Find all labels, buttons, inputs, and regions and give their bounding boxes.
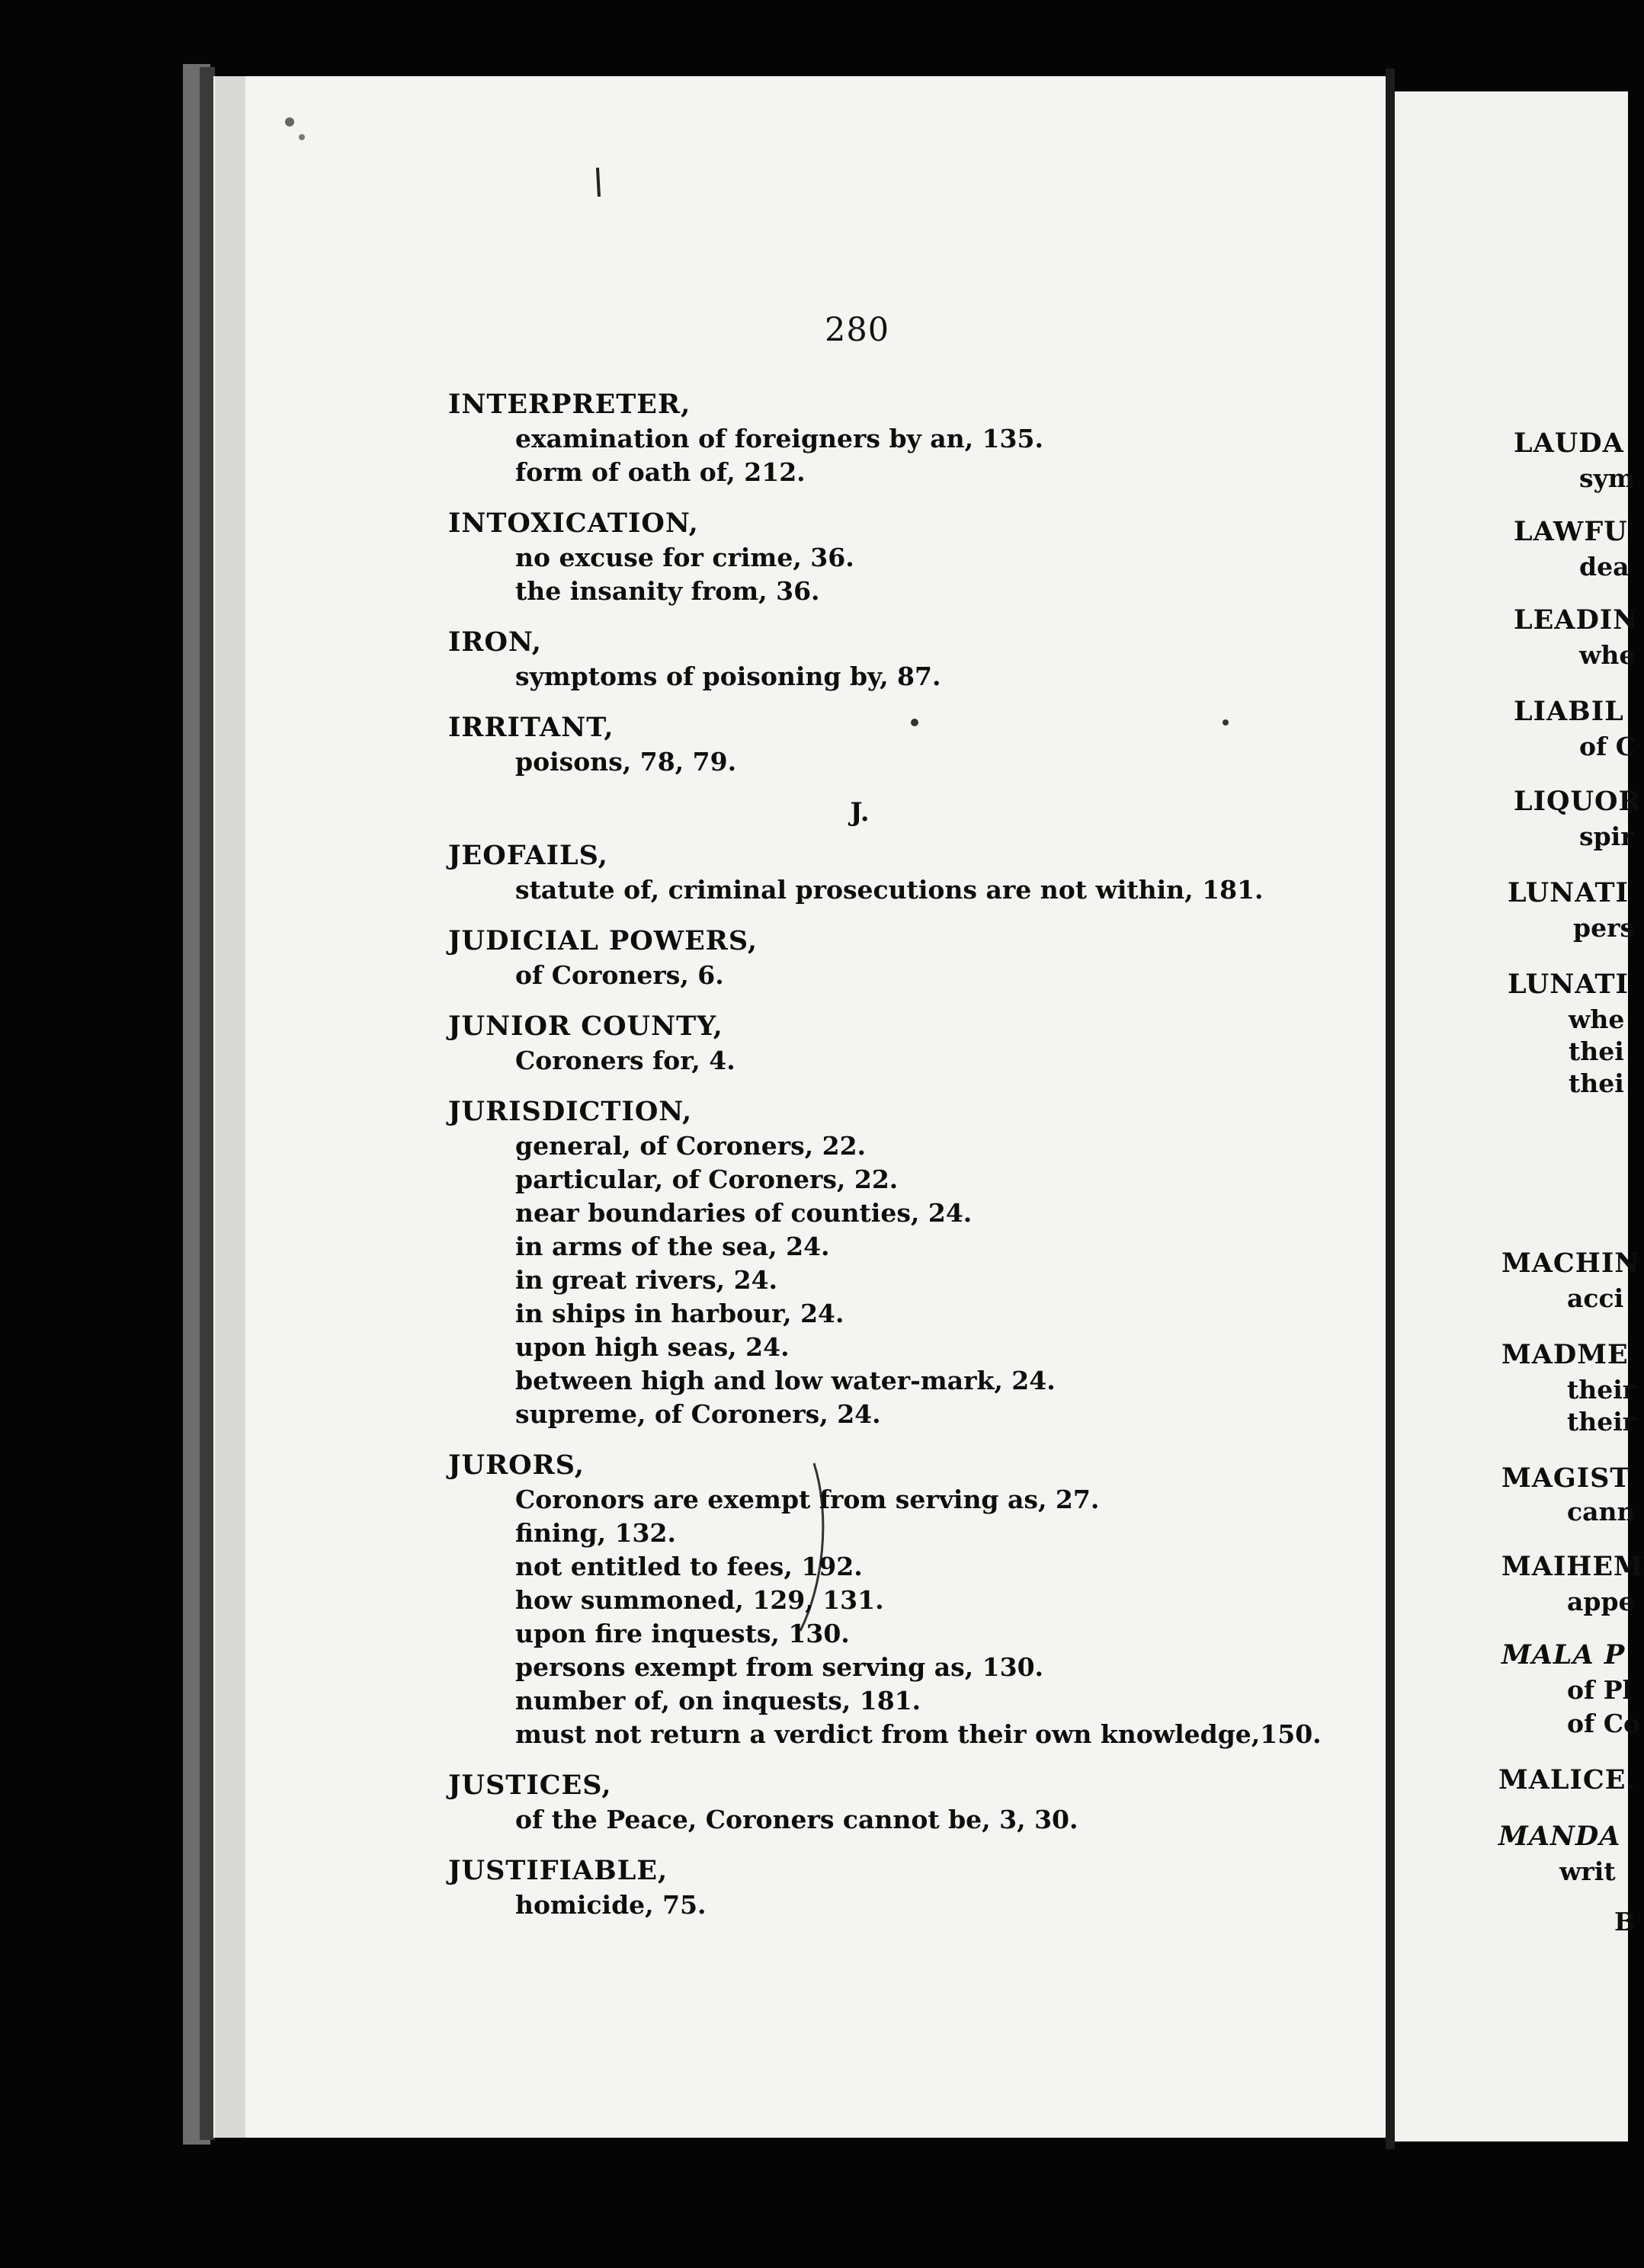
index-subentry: acci [1567,1283,1624,1313]
index-heading: JEOFAILS, [448,840,608,871]
index-heading: JURORS, [448,1450,585,1481]
index-subentry: general, of Coroners, 22. [515,1131,867,1161]
left-page-gutter [215,76,245,2138]
index-heading: MALICE. [1498,1764,1636,1796]
index-subentry: whe [1569,1004,1625,1034]
scan-speck [1223,719,1229,726]
index-subentry: sym [1579,463,1635,493]
index-subentry: near boundaries of counties, 24. [515,1198,973,1228]
index-subentry: of C [1579,732,1636,761]
index-heading: MALA P [1501,1639,1626,1671]
index-heading: JUDICIAL POWERS, [448,925,758,956]
index-subentry: fining, 132. [515,1518,676,1548]
scan-speck [285,117,294,127]
index-subentry: their [1567,1375,1636,1405]
index-heading: LAWFU [1514,516,1628,547]
index-heading: IRON, [448,626,542,658]
index-subentry: persons exempt from serving as, 130. [515,1652,1044,1682]
index-subentry: dea [1579,552,1630,581]
index-heading: LUNATI [1508,969,1629,1000]
index-heading: INTERPRETER, [448,389,691,420]
index-heading: MAGIST [1501,1462,1631,1494]
index-heading: LAUDA [1514,428,1624,459]
index-heading: LEADIN [1514,604,1639,636]
index-subentry: in great rivers, 24. [515,1265,778,1295]
index-subentry: their [1567,1407,1636,1437]
index-subentry: in arms of the sea, 24. [515,1232,830,1261]
index-heading: LIABIL [1514,696,1624,727]
index-heading: MANDA [1498,1821,1621,1852]
index-subentry: how summoned, 129, 131. [515,1585,884,1615]
index-heading: JURISDICTION, [448,1096,693,1127]
index-subentry: upon fire inquests, 130. [515,1619,850,1648]
scan-speck [911,719,918,726]
index-subentry: particular, of Coroners, 22. [515,1164,899,1194]
page-edge-dark [200,67,215,2140]
right-page-partial [1392,0,1644,2268]
index-subentry: pers [1573,913,1635,943]
index-subentry: form of oath of, 212. [515,457,806,487]
index-subentry: not entitled to fees, 192. [515,1552,863,1581]
index-subentry: examination of foreigners by an, 135. [515,424,1043,453]
index-subentry: between high and low water-mark, 24. [515,1366,1056,1395]
index-subentry: of the Peace, Coroners cannot be, 3, 30. [515,1805,1078,1834]
index-heading: LUNATI [1508,877,1629,908]
index-subentry: supreme, of Coroners, 24. [515,1399,881,1429]
index-subentry: poisons, 78, 79. [515,747,737,777]
index-heading: MAIHEM [1501,1551,1644,1582]
scan-mark [598,168,599,197]
scan-speck [299,134,305,140]
index-heading: JUNIOR COUNTY, [448,1011,723,1042]
index-subentry: writ [1559,1856,1616,1886]
index-heading: INTOXICATION, [448,508,699,539]
index-subentry: thei [1569,1036,1624,1066]
index-subentry: Coronors are exempt from serving as, 27. [515,1485,1100,1514]
index-subentry: number of, on inquests, 181. [515,1686,921,1715]
index-subentry: thei [1569,1068,1624,1098]
left-page-paper [213,76,1387,2138]
index-heading: MACHIN [1501,1248,1640,1279]
index-subentry: must not return a verdict from their own knowledge,150. [515,1719,1322,1749]
index-heading: LIQUOR [1514,786,1642,817]
index-subentry: whe [1579,640,1636,670]
index-heading: JUSTICES, [448,1770,612,1801]
index-heading: IRRITANT, [448,712,614,743]
index-subentry: of Co [1567,1709,1640,1738]
index-subentry: no excuse for crime, 36. [515,543,854,572]
index-subentry: Coroners for, 4. [515,1046,735,1075]
index-subentry: in ships in harbour, 24. [515,1299,844,1328]
index-subentry: appe [1567,1587,1635,1616]
index-subentry: of Pl [1567,1675,1633,1705]
section-letter: J. [850,797,870,828]
index-subentry: cann [1567,1497,1636,1526]
index-subentry: homicide, 75. [515,1890,707,1920]
index-subentry: the insanity from, 36. [515,576,820,606]
index-subentry: upon high seas, 24. [515,1332,790,1362]
index-heading: JUSTIFIABLE, [448,1855,668,1886]
index-heading: MADME [1501,1339,1629,1370]
index-subentry: spir [1579,822,1634,851]
page-number: 280 [825,311,890,349]
index-subentry: of Coroners, 6. [515,960,724,990]
index-subentry: statute of, criminal prosecutions are not within, 181. [515,875,1264,905]
index-subentry: symptoms of poisoning by, 87. [515,662,941,691]
index-subentry: B [1614,1907,1636,1936]
